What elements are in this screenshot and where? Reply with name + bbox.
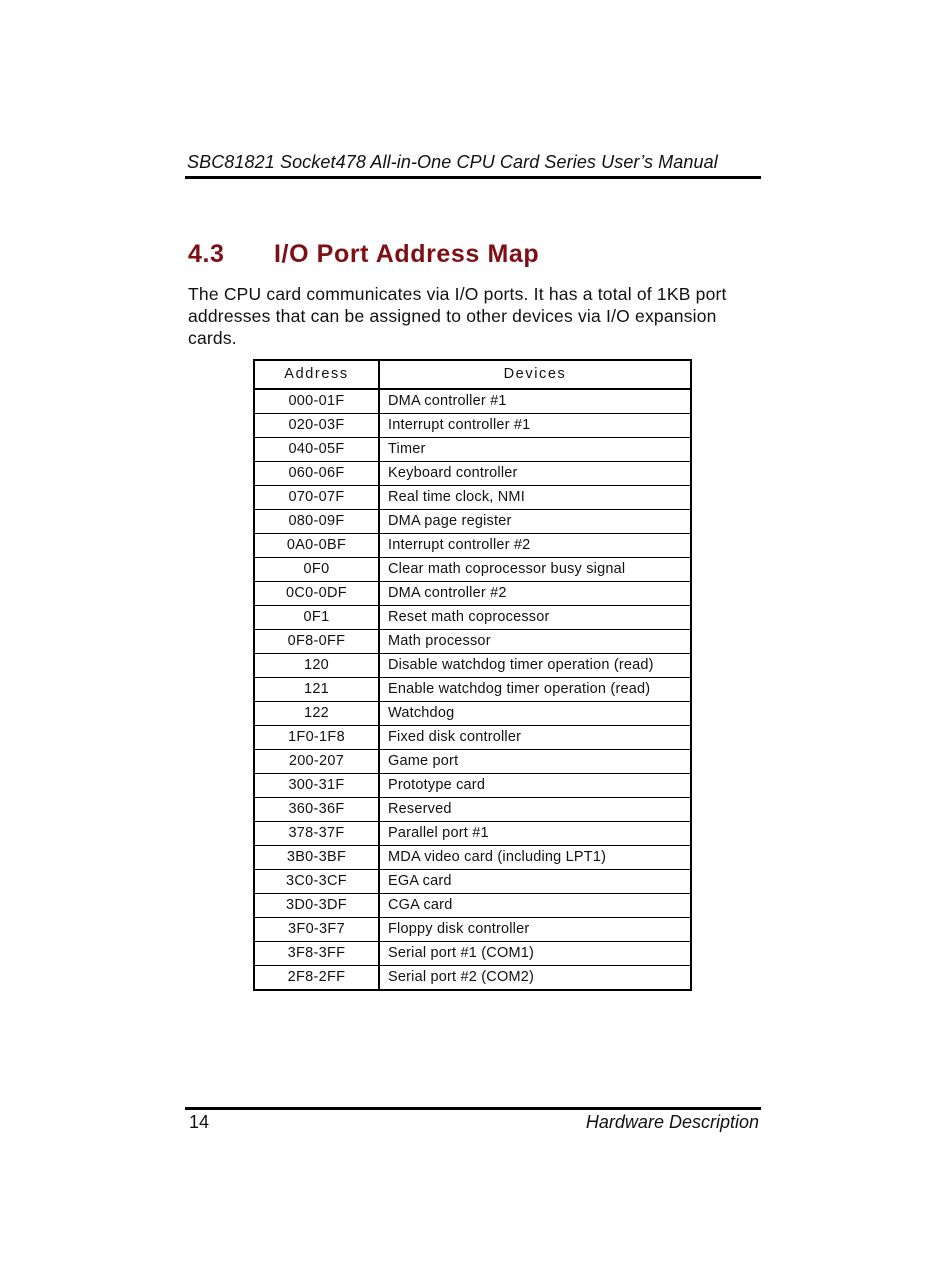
address-cell: 070-07F [254, 486, 379, 510]
table-row [254, 702, 691, 726]
table-row [254, 582, 691, 606]
table-row [254, 870, 691, 894]
table-row [254, 798, 691, 822]
device-cell: Interrupt controller #2 [379, 534, 691, 558]
section-title: I/O Port Address Map [274, 240, 540, 268]
device-cell: Timer [379, 438, 691, 462]
table-row [254, 558, 691, 582]
address-cell: 200-207 [254, 750, 379, 774]
table-row [254, 510, 691, 534]
device-cell: Game port [379, 750, 691, 774]
address-cell: 060-06F [254, 462, 379, 486]
address-cell: 3D0-3DF [254, 894, 379, 918]
device-cell: EGA card [379, 870, 691, 894]
column-header-devices: Devices [379, 360, 691, 389]
table-row [254, 606, 691, 630]
table-row [254, 750, 691, 774]
address-cell: 080-09F [254, 510, 379, 534]
table-row [254, 918, 691, 942]
table-row [254, 894, 691, 918]
table-row [254, 414, 691, 438]
address-cell: 0F8-0FF [254, 630, 379, 654]
device-cell: Serial port #1 (COM1) [379, 942, 691, 966]
footer-rule [185, 1107, 761, 1110]
table-row [254, 774, 691, 798]
device-cell: Serial port #2 (COM2) [379, 966, 691, 991]
section-heading [188, 240, 539, 269]
table-row [254, 822, 691, 846]
device-cell: Fixed disk controller [379, 726, 691, 750]
address-cell: 120 [254, 654, 379, 678]
address-cell: 1F0-1F8 [254, 726, 379, 750]
device-cell: Real time clock, NMI [379, 486, 691, 510]
device-cell: Reserved [379, 798, 691, 822]
table-row [254, 678, 691, 702]
intro-paragraph: The CPU card communicates via I/O ports. It has a total of 1KB port addresses that can be assigned to other devices via I/O expansion cards. [188, 284, 727, 348]
device-cell: Reset math coprocessor [379, 606, 691, 630]
address-cell: 020-03F [254, 414, 379, 438]
device-cell: Enable watchdog timer operation (read) [379, 678, 691, 702]
running-header: SBC81821 Socket478 All-in-One CPU Card Series User’s Manual [187, 152, 718, 172]
table-row [254, 534, 691, 558]
address-cell: 040-05F [254, 438, 379, 462]
table-row [254, 942, 691, 966]
device-cell: Disable watchdog timer operation (read) [379, 654, 691, 678]
address-cell: 360-36F [254, 798, 379, 822]
device-cell: Clear math coprocessor busy signal [379, 558, 691, 582]
section-number: 4.3 [188, 240, 225, 268]
table-row [254, 462, 691, 486]
table-row [254, 654, 691, 678]
address-cell: 0F1 [254, 606, 379, 630]
device-cell: Keyboard controller [379, 462, 691, 486]
device-cell: CGA card [379, 894, 691, 918]
device-cell: Interrupt controller #1 [379, 414, 691, 438]
column-header-address: Address [254, 360, 379, 389]
table-row [254, 389, 691, 414]
device-cell: MDA video card (including LPT1) [379, 846, 691, 870]
address-cell: 378-37F [254, 822, 379, 846]
device-cell: Prototype card [379, 774, 691, 798]
address-cell: 122 [254, 702, 379, 726]
io-port-table [253, 359, 692, 991]
device-cell: DMA page register [379, 510, 691, 534]
table-row [254, 486, 691, 510]
table-row [254, 966, 691, 991]
address-cell: 0C0-0DF [254, 582, 379, 606]
address-cell: 0A0-0BF [254, 534, 379, 558]
address-cell: 3F8-3FF [254, 942, 379, 966]
address-cell: 300-31F [254, 774, 379, 798]
address-cell: 121 [254, 678, 379, 702]
table-body [254, 389, 691, 990]
address-cell: 3C0-3CF [254, 870, 379, 894]
table-row [254, 846, 691, 870]
address-cell: 0F0 [254, 558, 379, 582]
device-cell: Math processor [379, 630, 691, 654]
table-row [254, 630, 691, 654]
header-rule [185, 176, 761, 179]
device-cell: DMA controller #2 [379, 582, 691, 606]
table-row [254, 726, 691, 750]
device-cell: DMA controller #1 [379, 389, 691, 414]
address-cell: 2F8-2FF [254, 966, 379, 991]
address-cell: 3B0-3BF [254, 846, 379, 870]
device-cell: Floppy disk controller [379, 918, 691, 942]
table-row [254, 438, 691, 462]
address-cell: 000-01F [254, 389, 379, 414]
table-header-row [254, 360, 691, 389]
device-cell: Watchdog [379, 702, 691, 726]
device-cell: Parallel port #1 [379, 822, 691, 846]
page-number: 14 [189, 1112, 210, 1132]
address-cell: 3F0-3F7 [254, 918, 379, 942]
footer-section-name: Hardware Description [585, 1112, 759, 1132]
